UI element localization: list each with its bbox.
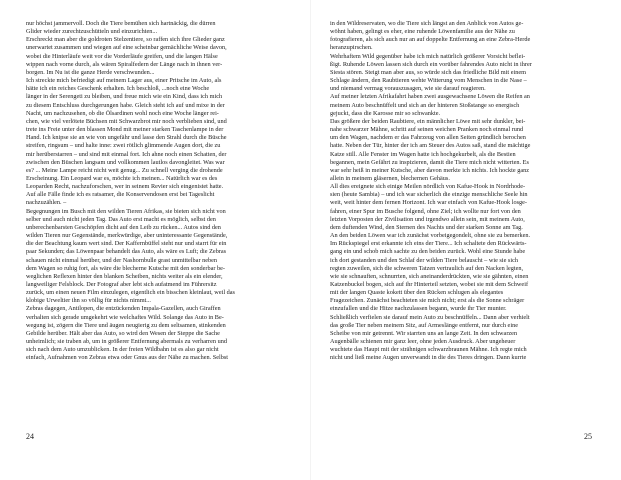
- text-line: wuchtete das Haupt mit der strähnigen schwarzbraunen Mähne. Ich regte mich: [330, 346, 527, 354]
- text-line: begannen, mein Gefährt zu inspizieren, damit die Tiere mich nicht witterten. Es: [330, 158, 529, 166]
- text-line: mir herüberstarren – und sind mit einmal fort. Ich ahne noch einen Schatten, der: [26, 150, 227, 158]
- text-line: Erscheinung. Ein Leopard war es, möchte ich meinen... Natürlich war es des: [26, 174, 218, 182]
- page-number-left: 24: [26, 432, 34, 441]
- text-line: Hand. Ich knipse sie an wie von ungefähr und lasse den Strahl durch die Büsche: [26, 134, 227, 142]
- text-line: Begegnungen im Busch mit den wilden Tieren Afrikas, sie bieten sich nicht von: [26, 207, 226, 215]
- text-line: Fragezeichen. Zunächst beachteten sie mich nicht; erst als die Sonne schräger: [330, 297, 525, 305]
- text-line: Leoparden Recht, nachzuforschen, wer in seinem Revier sich eingenistet hatte.: [26, 183, 224, 191]
- text-line: unerwartet zusammen und wiegen auf eine scheinbar gemächliche Weise davon,: [26, 44, 227, 52]
- text-line: wie sie schnauften, schnurrten, sich aneinanderdrückten, wie sie gähnten, einen: [330, 272, 529, 280]
- text-line: All dies ereignete sich einige Meilen nördlich von Kafue-Hook in Nordrhode-: [330, 183, 526, 191]
- text-line: Gebilde herüber. Hält aber das Auto, so wird den Wesen der Steppe die Sache: [26, 329, 220, 337]
- text-line: das große Tier neben meinem Sitz, auf Armeslänge entfernt, nur durch eine: [330, 321, 518, 329]
- left-page-body: [26, 20, 296, 430]
- text-line: zu diesem Entschluss durchgerungen habe. Gleich steht ich auf und mixe in der: [26, 101, 225, 109]
- text-line: weit, weit hinter dem fernen Horizont. Ich war einfach von Kafue-Hook losge-: [330, 199, 527, 207]
- text-line: zurück, um einen neuen Film einzulegen, eigentlich ein bisschen kleinlaut, weil das: [26, 289, 235, 297]
- text-line: selber und auch nicht jeden Tag. Das Auto erst macht es möglich, selbst den: [26, 215, 216, 223]
- text-line: schauen nicht einmal herüber, und der Nashornbulle grast unmittelbar neben: [26, 256, 218, 264]
- text-line: heranzupirschen.: [330, 44, 373, 52]
- text-line: gang ein und schob mich sachte zu den beiden zurück. Wohl eine Stunde habe: [330, 248, 526, 256]
- text-line: sien (heute Sambia) – und ich war sicherlich die einzige menschliche Seele hin: [330, 191, 528, 199]
- text-line: Auf meiner letzten Afrikafahrt haben zwei ausgewachsene Löwen die Reifen an: [330, 93, 530, 101]
- text-line: fotografieren, als sich auch nur an auf doppelte Entfernung an eine Zebra-Herde: [330, 36, 531, 44]
- text-line: war sehr heiß in meiner Kutsche, aber davon merkte ich nichts. Ich hockte ganz: [330, 166, 530, 174]
- text-line: Schließlich verfielen sie darauf mein Auto zu beschnüffeln... Dann aber verhielt: [330, 313, 530, 321]
- text-line: Katzenbuckel bogen, sich auf ihr Hinterteil setzten, wobei sie mit dem Schweif: [330, 281, 529, 288]
- text-line: streifen, ringsum – und halte inne: zwei rötlich glimmende Augen dort, die zu: [26, 142, 221, 150]
- text-line: langweiliger Felsblock. Der Fotograf aber lebt sich aufatmend im Führersitz: [26, 281, 217, 288]
- right-page-body: [330, 20, 600, 430]
- text-line: Erschreckt man aber die goldroten Stelzentiere, so raffen sich ihre Glieder ganz: [26, 36, 225, 44]
- text-line: wöhnt haben, gelingt es eher, eine ruhende Löwenfamilie aus der Nähe zu: [330, 28, 515, 36]
- text-line: Scheibe von mir getrennt. Wir starrten uns an lange Zeit. In den schwarzen: [330, 329, 518, 337]
- text-line: Wehrhaftem Wild gegenüber habe ich mich natürlich größerer Vorsicht beflei-: [330, 52, 526, 60]
- text-line: wobei die Hinterläufe weit vor die Vorderläufe greifen, und die langen Hälse: [26, 52, 218, 60]
- text-line: trete ins Freie unter den blassen Mond mit meiner starken Taschenlampe in der: [26, 126, 224, 134]
- text-line: Zebras dagegen, Antilopen, die entzückenden Impala-Gazellen, auch Giraffen: [26, 305, 221, 313]
- text-line: chen, wie viel verlötete Büchsen mit Schwarzbrot mir noch verblieben sind, und: [26, 117, 227, 125]
- text-line: verhalten sich gerade umgekehrt wie welchaftes Wild. Solange das Auto in Be-: [26, 313, 224, 321]
- text-line: allein in meinem gläsernen, blechernen Gehäus.: [330, 174, 450, 182]
- text-line: Das größere der beiden Raubtiere, ein männlicher Löwe mit sehr dunkler, bei-: [330, 117, 526, 125]
- text-line: wilden Tieren nur Gegenstände, merkwürdige, aber uninteressante Gegenstände,: [26, 232, 228, 240]
- text-line: nahe schwarzer Mähne, schritt auf seinen weichen Pranken noch einmal rund: [330, 126, 524, 134]
- text-line: die der Beachtung kaum wert sind. Der Kaffernbüffel steht nur und starrt für ein: [26, 240, 227, 248]
- text-line: ßigt. Ruhende Löwen lassen sich durch ein vorüber fahrendes Auto nicht in ihrer: [330, 60, 532, 68]
- text-line: dem duftenden Wind, den Sternen des Nachts und der starken Sonne am Tag.: [330, 223, 523, 231]
- text-line: An den beiden Löwen war ich zunächst vorbeigegondelt, ohne sie zu bemerken.: [330, 232, 531, 240]
- text-line: Glider wieder zurechtzuschütteln und einzurichten...: [26, 28, 158, 36]
- text-line: es? ... Meine Lampe reicht nicht weit genug... Zu schnell verging die drohende: [26, 166, 223, 174]
- text-line: fahren, einer Spur im Busche folgend, ohne Ziel; ich wollte nur fort von den: [330, 207, 521, 215]
- text-line: wegung ist, zögern die Tiere und äugen neugierig zu dem seltsamen, stinkenden: [26, 321, 226, 329]
- text-line: nicht und ließ meine Augen unverwandt in die des Tieres dringen. Dann kurrte: [330, 354, 527, 362]
- text-line: paar Sekunden; das Löwenpaar behandelt das Auto, als wäre es Luft; die Zebras: [26, 248, 227, 256]
- text-line: ich dort gestanden und den Schlaf der wilden Tiere belauscht – wie sie sich: [330, 256, 518, 264]
- text-line: Im Rückspiegel erst erkannte ich eins der Tiere... Ich schaltete den Rückwärts-: [330, 240, 527, 248]
- text-line: Auf alle Fälle finde ich es ratsamer, die Konservendosen erst bei Tageslicht: [26, 191, 215, 199]
- text-line: zwischen den Büschen langsam und vollkommen lautlos davongleitet. Was war: [26, 158, 225, 166]
- text-line: Augenbälle schienen mir ganz leer, ohne jeden Ausdruck. Aber ungeheuer: [330, 338, 516, 346]
- text-line: nachzuzählen. –: [26, 199, 67, 207]
- text-line: Siesta stören. Steigt man aber aus, so würde sich das friedliche Bild mit einem: [330, 68, 526, 76]
- book-gutter: [310, 0, 311, 480]
- text-line: und niemand vermag vorauszusagen, wie sie darauf reagieren.: [330, 85, 486, 93]
- text-line: nur höchst jammervoll. Doch die Tiere bemühen sich hartnäckig, die dürren: [26, 20, 216, 27]
- text-line: wippen nach vorne durch, als wären Spiralfedern der Länge nach in ihnen ver-: [26, 60, 223, 68]
- text-line: Nacht, um nachzusehen, ob die Ölsardinen wohl noch eine Woche länger rei-: [26, 109, 219, 117]
- text-line: borgen. Im Nu ist die ganze Herde verschwunden...: [26, 68, 155, 76]
- text-line: gejuckt, dass die Karosse mir so schwankte.: [330, 109, 441, 117]
- text-line: regten zuweilen, sich die schweren Tatzen vertraulich auf den Nacken legten,: [330, 264, 524, 272]
- text-line: weglichen Reflexen hinter den blanken Scheiben, nichts weiter als ein elender,: [26, 272, 223, 280]
- text-line: mit der langen Quaste kokett über den Rücken schlugen als elegantes: [330, 289, 504, 297]
- text-line: letzten Vorposten der Zivilisation und irgendwo allein sein, mit meinem Auto,: [330, 215, 525, 223]
- text-line: unheimlich; sie traben ab, um in größerer Entfernung abermals zu verharren und: [26, 338, 227, 346]
- text-line: hatte. Neben der Tür, hinter der ich am Steuer des Autos saß, stand die mächtige: [330, 142, 531, 150]
- text-line: dem Wagen so ruhig fort, als wäre die blecherne Kutsche mit den sonderbar be-: [26, 264, 225, 272]
- text-line: einzufallen und die Hitze nachzulassen begann, wurde ihr Tier munter.: [330, 305, 507, 313]
- text-line: hätte ich ein reiches Geschenk erhalten. Ich beschloß, ...noch eine Woche: [26, 85, 210, 93]
- text-line: klobige Urweltier ihn so völlig für nichts nimmt...: [26, 297, 151, 305]
- text-line: meinem Auto beschnüffelt und sich an der hinteren Stoßstange so energisch: [330, 101, 520, 109]
- text-line: Ich streckte mich befriedigt auf meinem Lager aus, einer Pritsche im Auto, als: [26, 77, 222, 85]
- text-line: einfach, Aufnahmen von Zebras etwa oder Gnus aus der Nähe zu machen. Selbst: [26, 354, 229, 362]
- text-line: um den Wagen, nachdem er das Fahrzeug von allen Seiten gründlich berochen: [330, 134, 526, 142]
- text-line: Katze still. Alle Fenster im Wagen hatte ich hochgekurbelt, als die Bestien: [330, 150, 516, 158]
- text-line: sich nach dem Auto umzublicken. In der freien Wildbahn ist es also gar nicht: [26, 346, 219, 354]
- text-line: in den Wildreservaten, wo die Tiere sich längst an den Anblick von Autos ge-: [330, 20, 524, 27]
- text-line: unberechenbarsten Geschöpfen dicht auf den Leib zu rücken... Autos sind den: [26, 223, 221, 231]
- text-line: Schlage ändern, den Raubtieren wehte Witterung vom Menschen in die Nase –: [330, 77, 527, 85]
- page-number-right: 25: [584, 432, 592, 441]
- text-line: länger in der Serengeti zu bleiben, und freue mich wie ein Kind, dass ich mich: [26, 93, 223, 101]
